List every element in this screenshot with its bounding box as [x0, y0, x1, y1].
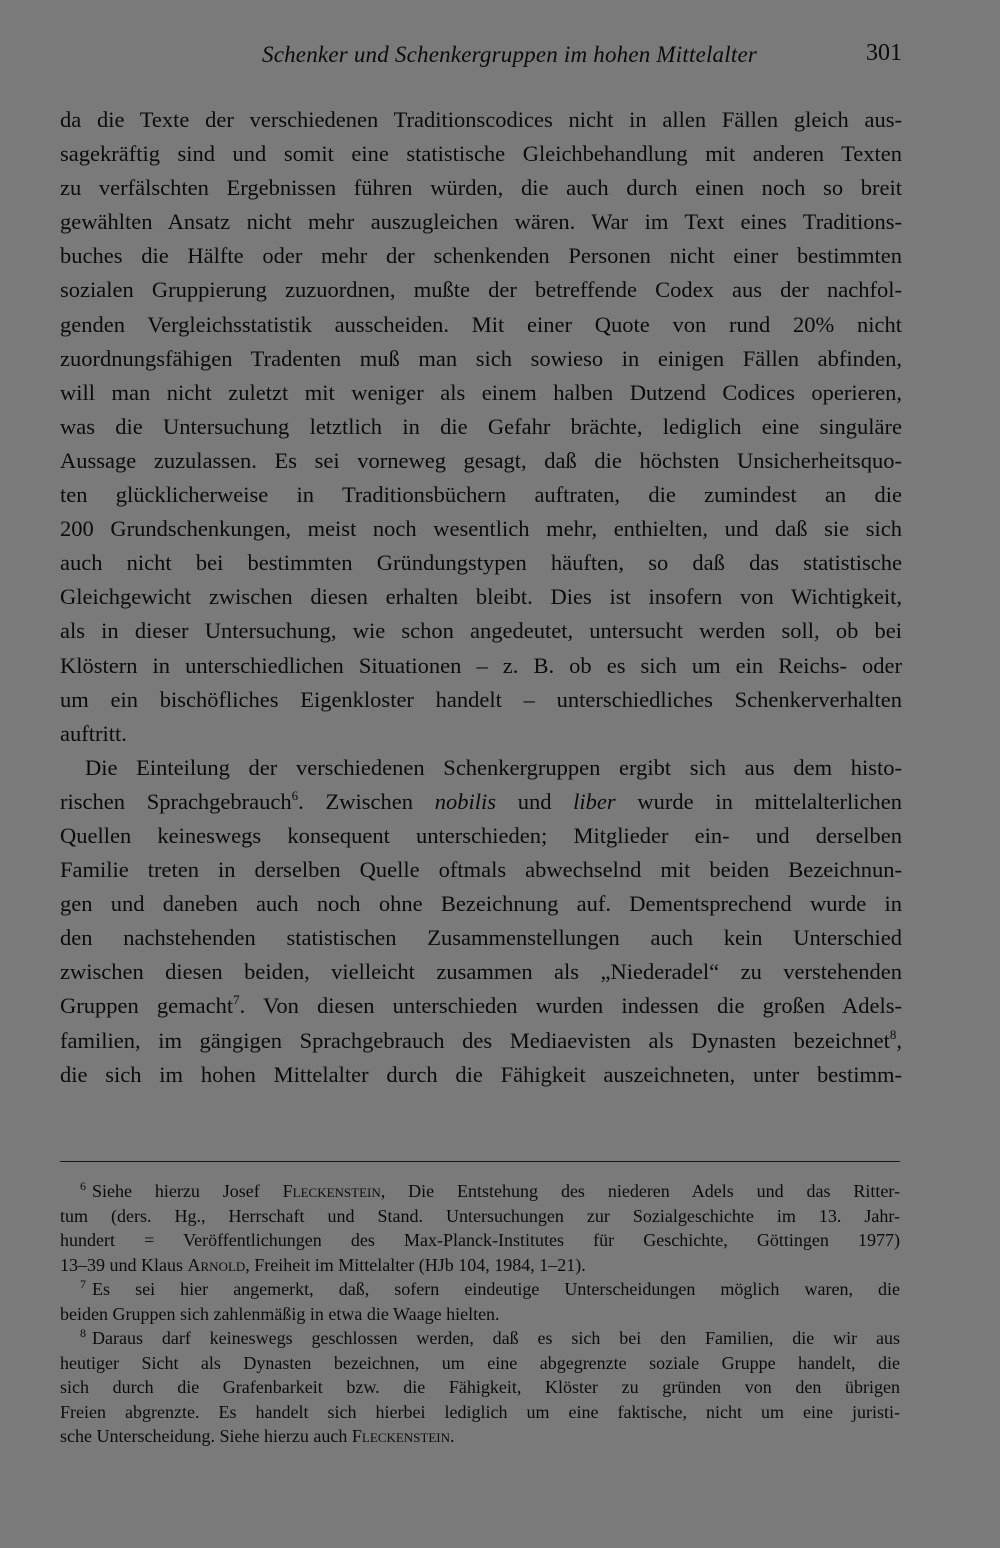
- footnote-line: sche Unterscheidung. Siehe hierzu auch Fleckenstein.: [60, 1426, 455, 1446]
- page-number: 301: [866, 40, 902, 66]
- footnote-line: beiden Gruppen sich zahlenmäßig in etwa die Waage hielten.: [60, 1303, 500, 1324]
- text-line: Gleichgewicht zwischen diesen erhalten bleibt. Dies ist insofern von Wichtigkeit,: [60, 584, 902, 610]
- footnote-number: 7: [80, 1277, 86, 1291]
- text-line: Gruppen gemacht$^7$. Von diesen unterschieden wurden indessen die großen Adels-: [60, 992, 902, 1019]
- main-text: [60, 103, 902, 1092]
- text-line: rischen Sprachgebrauch$^6$. Zwischen nobilis und liber wurde in mittelalterlichen: [60, 787, 903, 814]
- footnote-line: sich durch die Grafenbarkeit bzw. die Fähigkeit, Klöster zu gründen von den übrigen: [60, 1377, 900, 1397]
- text-line: Familie treten in derselben Quelle oftmals abwechselnd mit beiden Bezeichnun-: [60, 857, 902, 883]
- text-line: als in dieser Untersuchung, wie schon angedeutet, untersucht werden soll, ob bei: [60, 618, 902, 644]
- text-line: den nachstehenden statistischen Zusammenstellungen auch kein Unterschied: [60, 925, 902, 951]
- text-line: um ein bischöfliches Eigenkloster handelt – unterschiedliches Schenkerverhalten: [60, 686, 902, 712]
- footnote-line: 13–39 und Klaus Arnold, Freiheit im Mittelalter (HJb 104, 1984, 1–21).: [60, 1254, 586, 1275]
- footnote-ref-6[interactable]: 6: [291, 787, 299, 803]
- footnote-7: [60, 1277, 900, 1326]
- running-title: Schenker und Schenkergruppen im hohen Mittelalter: [262, 42, 758, 67]
- footnote-line: heutiger Sicht als Dynasten bezeichnen, um eine abgegrenzte soziale Gruppe handelt, die: [60, 1352, 900, 1373]
- text-line: die sich im hohen Mittelalter durch die Fähigkeit auszeichneten, unter bestimm-: [60, 1061, 902, 1087]
- text-line: zu verfälschten Ergebnissen führen würden, die auch durch einen noch so breit: [60, 175, 902, 201]
- text-line: auftritt.: [60, 720, 127, 746]
- footnote-ref-7[interactable]: 7: [233, 992, 240, 1008]
- footnote-ref-8[interactable]: 8: [889, 1026, 897, 1042]
- text-line: zwischen diesen beiden, vielleicht zusammen als „Niederadel“ zu verstehenden: [60, 959, 902, 985]
- footnote-number: 6: [80, 1179, 86, 1193]
- term-liber: liber: [573, 788, 616, 814]
- paragraph-1: [60, 103, 902, 751]
- text-line: sozialen Gruppierung zuzuordnen, mußte der betreffende Codex aus der nachfol-: [60, 277, 902, 303]
- footnote-line: tum (ders. Hg., Herrschaft und Stand. Untersuchungen zur Sozialgeschichte im 13. Jahr-: [60, 1205, 900, 1226]
- footnotes: [60, 1179, 900, 1449]
- footnote-line: $^6$ Siehe hierzu Josef Fleckenstein, Die Entstehung des niederen Adels und das Ritter-: [80, 1179, 900, 1201]
- text-line: sagekräftig sind und somit eine statistische Gleichbehandlung mit anderen Texten: [60, 141, 902, 167]
- footnote-line: $^8$ Daraus darf keineswegs geschlossen werden, daß es sich bei den Familien, die wir aus: [80, 1326, 900, 1348]
- author-name: Arnold: [187, 1254, 246, 1275]
- text-line: Die Einteilung der verschiedenen Schenkergruppen ergibt sich aus dem histo-: [85, 754, 902, 780]
- text-line: Aussage zuzulassen. Es sei vorneweg gesagt, daß die höchsten Unsicherheitsquo-: [60, 447, 902, 473]
- text-line: Quellen keineswegs konsequent unterschieden; Mitglieder ein- und derselben: [60, 822, 902, 848]
- footnote-8: [60, 1326, 900, 1449]
- author-name: Fleckenstein: [282, 1181, 381, 1201]
- footnote-line: Freien abgrenzte. Es handelt sich hierbei lediglich um eine faktische, nicht um eine juristi-: [60, 1401, 900, 1422]
- text-line: Klöstern in unterschiedlichen Situationen – z. B. ob es sich um ein Reichs- oder: [60, 652, 902, 678]
- text-line: auch nicht bei bestimmten Gründungstypen häuften, so daß das statistische: [60, 550, 902, 576]
- text-line: was die Untersuchung letztlich in die Gefahr brächte, lediglich eine singuläre: [60, 413, 902, 439]
- text-line: gewählten Ansatz nicht mehr auszugleichen wären. War im Text eines Traditions-: [60, 209, 902, 235]
- term-nobilis: nobilis: [434, 788, 496, 814]
- text-line: gen und daneben auch noch ohne Bezeichnung auf. Dementsprechend wurde in: [60, 891, 902, 917]
- footnote-line: $^7$ Es sei hier angemerkt, daß, sofern eindeutige Unterscheidungen möglich waren, die: [80, 1277, 900, 1299]
- text-line: will man nicht zuletzt mit weniger als einem halben Dutzend Codices operieren,: [60, 379, 902, 405]
- running-head: [60, 38, 902, 78]
- text-line: zuordnungsfähigen Tradenten muß man sich sowieso in einigen Fällen abfinden,: [60, 345, 902, 371]
- footnote-line: hundert = Veröffentlichungen des Max-Planck-Institutes für Geschichte, Göttingen 1977): [60, 1230, 900, 1250]
- text-line: 200 Grundschenkungen, meist noch wesentlich mehr, enthielten, und daß sie sich: [60, 516, 902, 542]
- text-line: da die Texte der verschiedenen Traditionscodices nicht in allen Fällen gleich aus-: [60, 107, 902, 132]
- text-line: familien, im gängigen Sprachgebrauch des Mediaevisten als Dynasten bezeichnet$^8$,: [60, 1026, 902, 1053]
- author-name: Fleckenstein: [351, 1426, 451, 1446]
- text-line: buches die Hälfte oder mehr der schenkenden Personen nicht einer bestimmten: [60, 243, 902, 269]
- footnote-6: [60, 1179, 900, 1277]
- text-line: genden Vergleichsstatistik ausscheiden. Mit einer Quote von rund 20% nicht: [60, 311, 902, 337]
- paragraph-2: [60, 751, 902, 1092]
- footnote-number: 8: [80, 1326, 86, 1340]
- footnote-divider: [60, 1161, 900, 1162]
- text-line: ten glücklicherweise in Traditionsbüchern auftraten, die zumindest an die: [60, 482, 902, 508]
